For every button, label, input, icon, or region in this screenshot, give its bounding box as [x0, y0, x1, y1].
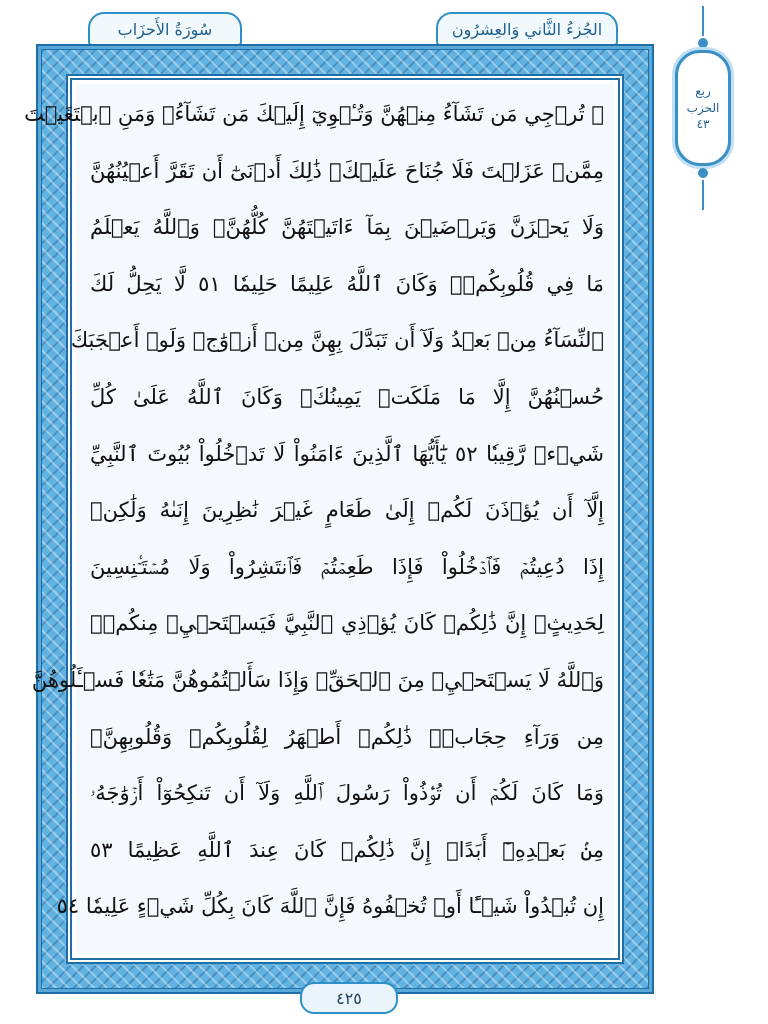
marker-dot-icon	[698, 168, 708, 178]
surah-title: سُورَةُ الأَحزَاب	[117, 19, 213, 39]
text-line: وَٱللَّهُ لَا يَسۡتَحۡيِۦ مِنَ ٱلۡحَقِّۚ وَإِذَا سَأَلۡتُمُوهُنَّ مَتَٰعٗا فَسۡـَٔلُوهُنَّ	[31, 667, 604, 692]
hizb-quarter-marker	[680, 6, 726, 218]
hizb-badge	[675, 50, 731, 166]
text-line: ۞ تُرۡجِي مَن تَشَآءُ مِنۡهُنَّ وَتُـٔۡوِيٓ إِلَيۡكَ مَن تَشَآءُۖ وَمَنِ ٱبۡتَغَيۡتَ	[24, 102, 604, 126]
quran-text	[24, 86, 605, 935]
hizb-line-3: ٤٣	[696, 117, 710, 132]
text-line: وَمَا كَانَ لَكُمۡ أَن تُؤۡذُواْ رَسُولَ ٱللَّهِ وَلَآ أَن تَنكِحُوٓاْ أَزۡوَٰجَهُۥ	[90, 781, 604, 806]
text-line: مَا فِي قُلُوبِكُمۡۚ وَكَانَ ٱللَّهُ عَلِيمًا حَلِيمٗا ٥١ لَّا يَحِلُّ لَكَ	[90, 271, 605, 296]
text-line: ٱلنِّسَآءُ مِنۢ بَعۡدُ وَلَآ أَن تَبَدَّلَ بِهِنَّ مِنۡ أَزۡوَٰجٖ وَلَوۡ أَعۡجَبَكَ	[70, 328, 604, 353]
marker-dot-icon	[698, 38, 708, 48]
marker-stem-bottom	[702, 180, 704, 210]
text-line: إِذَا دُعِيتُمۡ فَٱدۡخُلُواْ فَإِذَا طَعِمۡتُمۡ فَٱنتَشِرُواْ وَلَا مُسۡتَـٔۡنِسِينَ	[90, 554, 604, 579]
marker-stem-top	[702, 6, 704, 36]
surah-header-label	[88, 12, 242, 46]
text-line: مِن وَرَآءِ حِجَابٖۚ ذَٰلِكُمۡ أَطۡهَرُ لِقُلُوبِكُمۡ وَقُلُوبِهِنَّۚ	[90, 724, 604, 749]
hizb-line-1: ربع	[695, 83, 711, 98]
hizb-line-2: الحزب	[686, 100, 720, 115]
text-line: مِمَّنۡ عَزَلۡتَ فَلَا جُنَاحَ عَلَيۡكَۚ ذَٰلِكَ أَدۡنَىٰٓ أَن تَقَرَّ أَعۡيُنُهُنَّ	[90, 158, 604, 183]
text-line: وَلَا يَحۡزَنَّ وَيَرۡضَيۡنَ بِمَآ ءَاتَيۡتَهُنَّ كُلُّهُنَّۚ وَٱللَّهُ يَعۡلَمُ	[90, 215, 604, 240]
text-line: حُسۡنُهُنَّ إِلَّا مَا مَلَكَتۡ يَمِينُكَۗ وَكَانَ ٱللَّهُ عَلَىٰ كُلِّ	[90, 384, 604, 409]
page-number-text: ٤٢٥	[336, 988, 362, 1008]
juz-header-label	[436, 12, 618, 46]
text-line: شَيۡءٖ رَّقِيبٗا ٥٢ يَٰٓأَيُّهَا ٱلَّذِينَ ءَامَنُواْ لَا تَدۡخُلُواْ بُيُوتَ ٱلنَّبِيِّ	[90, 441, 605, 466]
text-line: مِنۢ بَعۡدِهِۦٓ أَبَدًاۚ إِنَّ ذَٰلِكُمۡ كَانَ عِندَ ٱللَّهِ عَظِيمًا ٥٣	[90, 837, 604, 862]
page-number	[300, 982, 398, 1014]
text-line: إِن تُبۡدُواْ شَيۡـًٔا أَوۡ تُخۡفُوهُ فَإِنَّ ٱللَّهَ كَانَ بِكُلِّ شَيۡءٍ عَلِيمٗا ٥٤	[56, 894, 604, 919]
juz-title: الجُزءُ الثَّاني وَالعِشرُون	[451, 19, 603, 39]
text-line: إِلَّآ أَن يُؤۡذَنَ لَكُمۡ إِلَىٰ طَعَامٍ غَيۡرَ نَٰظِرِينَ إِنَىٰهُ وَلَٰكِنۡ	[90, 498, 604, 523]
text-line: لِحَدِيثٍۚ إِنَّ ذَٰلِكُمۡ كَانَ يُؤۡذِي ٱلنَّبِيَّ فَيَسۡتَحۡيِۦ مِنكُمۡۖ	[90, 611, 604, 636]
